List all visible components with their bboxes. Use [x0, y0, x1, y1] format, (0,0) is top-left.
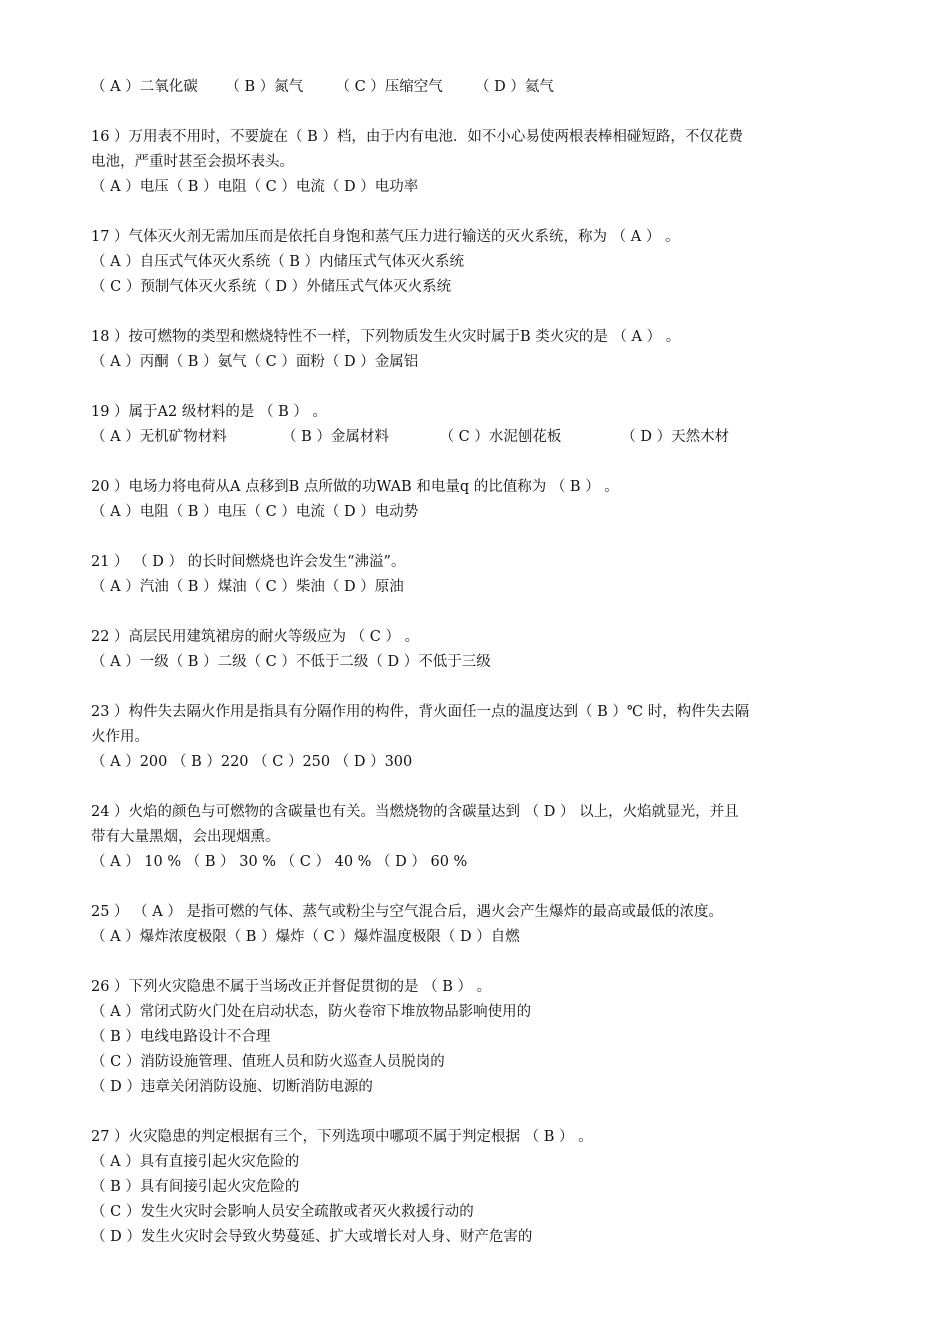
text-line: 27 ）火灾隐患的判定根据有三个，下列选项中哪项不属于判定根据 （ B ） 。	[91, 1129, 593, 1145]
text-line: （ C ）预制气体灭火系统（ D ）外储压式气体灭火系统	[91, 279, 452, 295]
text-line: 18 ）按可燃物的类型和燃烧特性不一样，下列物质发生火灾时属于B 类火灾的是 （ A ） 。	[91, 329, 681, 345]
blank-line	[91, 100, 871, 125]
text-line: 23 ）构件失去隔火作用是指具有分隔作用的构件，背火面任一点的温度达到（ B ）℃ 时，构件失去隔	[91, 704, 750, 720]
text-line: 26 ）下列火灾隐患不属于当场改正并督促贯彻的是 （ B ） 。	[91, 979, 492, 995]
text-line: （ A ） 10 % （ B ） 30 % （ C ） 40 % （ D ） 60 %	[91, 854, 468, 870]
text-line: （ A ）一级（ B ）二级（ C ）不低于二级（ D ）不低于三级	[91, 654, 491, 670]
blank-line	[91, 775, 871, 800]
blank-line	[91, 1100, 871, 1125]
text-line: （ D ）违章关闭消防设施、切断消防电源的	[91, 1079, 373, 1095]
blank-line	[91, 450, 871, 475]
blank-line	[91, 950, 871, 975]
text-line: （ A ）爆炸浓度极限（ B ）爆炸（ C ）爆炸温度极限（ D ）自燃	[91, 929, 520, 945]
text-line: （ A ）汽油（ B ）煤油（ C ）柴油（ D ）原油	[91, 579, 404, 595]
text-line: （ D ）发生火灾时会导致火势蔓延、扩大或增长对人身、财产危害的	[91, 1229, 533, 1245]
text-line: （ A ）自压式气体灭火系统（ B ）内储压式气体灭火系统	[91, 254, 465, 270]
text-line: （ B ）电线电路设计不合理	[91, 1029, 271, 1045]
text-line: 电池，严重时甚至会损坏表头。	[91, 154, 294, 170]
blank-line	[91, 675, 871, 700]
text-line: 17 ）气体灭火剂无需加压而是依托自身饱和蒸气压力进行输送的灭火系统，称为 （ A ） 。	[91, 229, 680, 245]
text-line: 16 ）万用表不用时，不要旋在（ B ）档，由于内有电池．如不小心易使两根表棒相碰短路，不仅花费	[91, 129, 743, 145]
text-line: （ A ）200 （ B ）220 （ C ）250 （ D ）300	[91, 754, 413, 770]
text-line: （ A ）无机矿物材料 （ B ）金属材料 （ C ）水泥刨花板 （ D ）天然木材	[91, 429, 730, 445]
text-line: （ A ）电阻（ B ）电压（ C ）电流（ D ）电动势	[91, 504, 419, 520]
text-line: （ C ）消防设施管理、值班人员和防火巡查人员脱岗的	[91, 1054, 445, 1070]
blank-line	[91, 200, 871, 225]
text-line: （ C ）发生火灾时会影响人员安全疏散或者灭火救援行动的	[91, 1204, 474, 1220]
text-line: 24 ）火焰的颜色与可燃物的含碳量也有关。当燃烧物的含碳量达到 （ D ） 以上，火焰就显光，并且	[91, 804, 739, 820]
text-line: （ A ）电压（ B ）电阻（ C ）电流（ D ）电功率	[91, 179, 419, 195]
blank-line	[91, 525, 871, 550]
text-line: 19 ）属于A2 级材料的是 （ B ） 。	[91, 404, 327, 420]
blank-line	[91, 600, 871, 625]
text-line: 带有大量黑烟，会出现烟熏。	[91, 829, 280, 845]
text-line: （ A ）丙酮（ B ）氨气（ C ）面粉（ D ）金属铝	[91, 354, 419, 370]
text-line: （ A ）二氧化碳 （ B ）氮气 （ C ）压缩空气 （ D ）氦气	[91, 79, 554, 95]
blank-line	[91, 300, 871, 325]
text-line: （ B ）具有间接引起火灾危险的	[91, 1179, 300, 1195]
document-body	[91, 75, 871, 1250]
blank-line	[91, 875, 871, 900]
blank-line	[91, 375, 871, 400]
text-line: （ A ）常闭式防火门处在启动状态，防火卷帘下堆放物品影响使用的	[91, 1004, 532, 1020]
text-line: 21 ） （ D ） 的长时间燃烧也许会发生“沸溢”。	[91, 554, 406, 570]
text-line: （ A ）具有直接引起火灾危险的	[91, 1154, 300, 1170]
text-line: 20 ）电场力将电荷从A 点移到B 点所做的功WAB 和电量q 的比值称为 （ B ） 。	[91, 479, 619, 495]
text-line: 22 ）高层民用建筑裙房的耐火等级应为 （ C ） 。	[91, 629, 420, 645]
text-line: 火作用。	[91, 729, 149, 745]
text-line: 25 ） （ A ） 是指可燃的气体、蒸气或粉尘与空气混合后，遇火会产生爆炸的最高或最低的浓度。	[91, 904, 723, 920]
